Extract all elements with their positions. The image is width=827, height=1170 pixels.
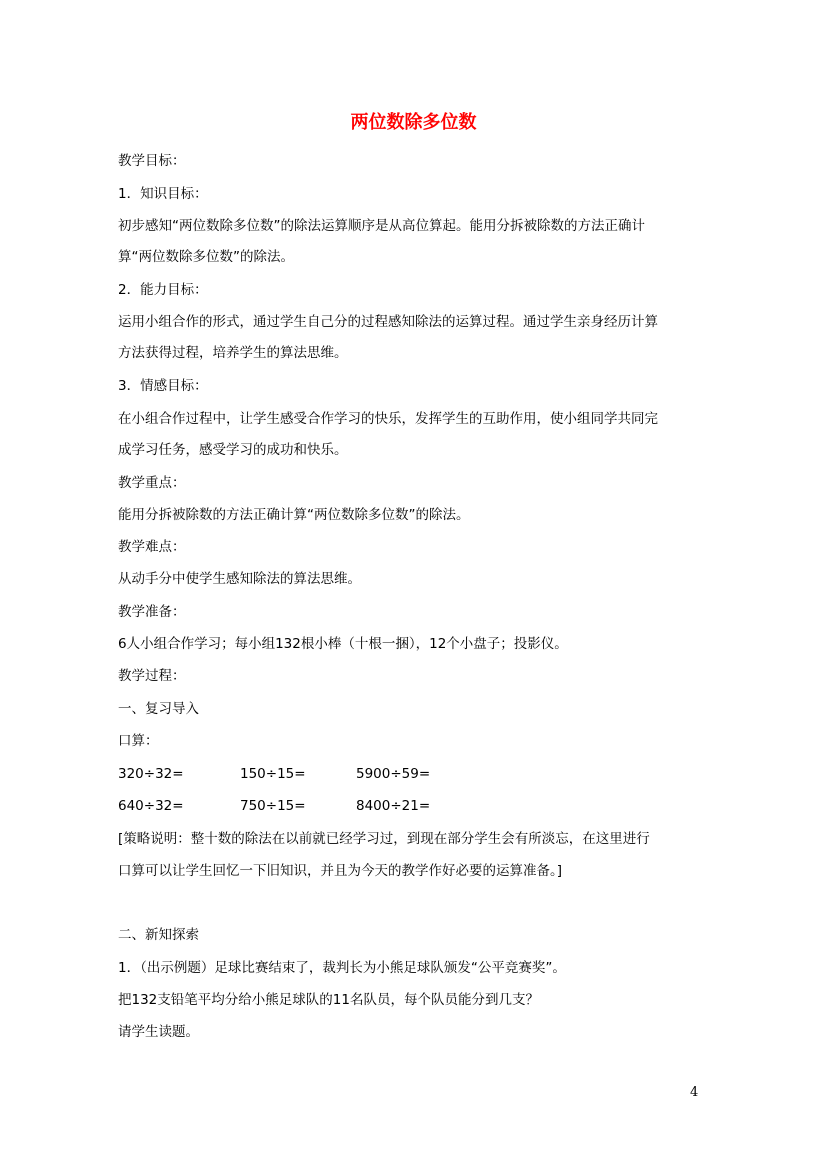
text-line: 初步感知“两位数除多位数”的除法运算顺序是从高位算起。能用分拆被除数的方法正确计 [118, 218, 645, 234]
page-number: 4 [690, 1085, 699, 1100]
oral-calc-item: 5900÷59= [356, 766, 431, 782]
oral-calc-item: 150÷15= [240, 766, 306, 782]
oral-calc-item: 8400÷21= [356, 798, 431, 814]
section-heading: 二、新知探索 [118, 927, 199, 943]
text-line: 教学过程： [118, 668, 186, 684]
oral-calc-row [118, 765, 430, 783]
document-title: 两位数除多位数 [350, 112, 477, 133]
text-line: 一、复习导入 [118, 701, 199, 717]
strategy-note-line: 口算可以让学生回忆一下旧知识，并且为今天的教学作好必要的运算准备。] [118, 863, 563, 879]
text-line: 方法获得过程，培养学生的算法思维。 [118, 345, 348, 361]
text-line: 在小组合作过程中，让学生感受合作学习的快乐，发挥学生的互助作用，使小组同学共同完 [118, 411, 658, 427]
oral-calc-item: 750÷15= [240, 798, 306, 814]
text-line: 1．（出示例题）足球比赛结束了，裁判长为小熊足球队颁发“公平竞赛奖”。 [118, 960, 566, 976]
text-line: 请学生读题。 [118, 1024, 199, 1040]
text-line: 运用小组合作的形式，通过学生自己分的过程感知除法的运算过程。通过学生亲身经历计算 [118, 314, 658, 330]
text-line: 把132支铅笔平均分给小熊足球队的11名队员，每个队员能分到几支？ [118, 992, 539, 1008]
text-line: 教学重点： [118, 475, 186, 491]
text-line: 教学难点： [118, 539, 186, 555]
text-line: 口算： [118, 733, 159, 749]
text-line: 教学目标： [118, 153, 186, 169]
oral-calc-item: 320÷32= [118, 766, 184, 782]
text-line: 成学习任务，感受学习的成功和快乐。 [118, 442, 348, 458]
text-line: 6人小组合作学习；每小组132根小棒（十根一捆），12个小盘子；投影仪。 [118, 636, 568, 652]
text-line: 算“两位数除多位数”的除法。 [118, 249, 294, 265]
text-line: 从动手分中使学生感知除法的算法思维。 [118, 571, 361, 587]
strategy-note-line: [策略说明：整十数的除法在以前就已经学习过，到现在部分学生会有所淡忘，在这里进行 [118, 831, 650, 847]
text-line: 3．情感目标： [118, 378, 208, 394]
text-line: 1．知识目标： [118, 186, 208, 202]
oral-calc-row [118, 797, 430, 815]
text-line: 教学准备： [118, 604, 186, 620]
text-line: 能用分拆被除数的方法正确计算“两位数除多位数”的除法。 [118, 507, 470, 523]
oral-calc-item: 640÷32= [118, 798, 184, 814]
text-line: 2．能力目标： [118, 282, 208, 298]
